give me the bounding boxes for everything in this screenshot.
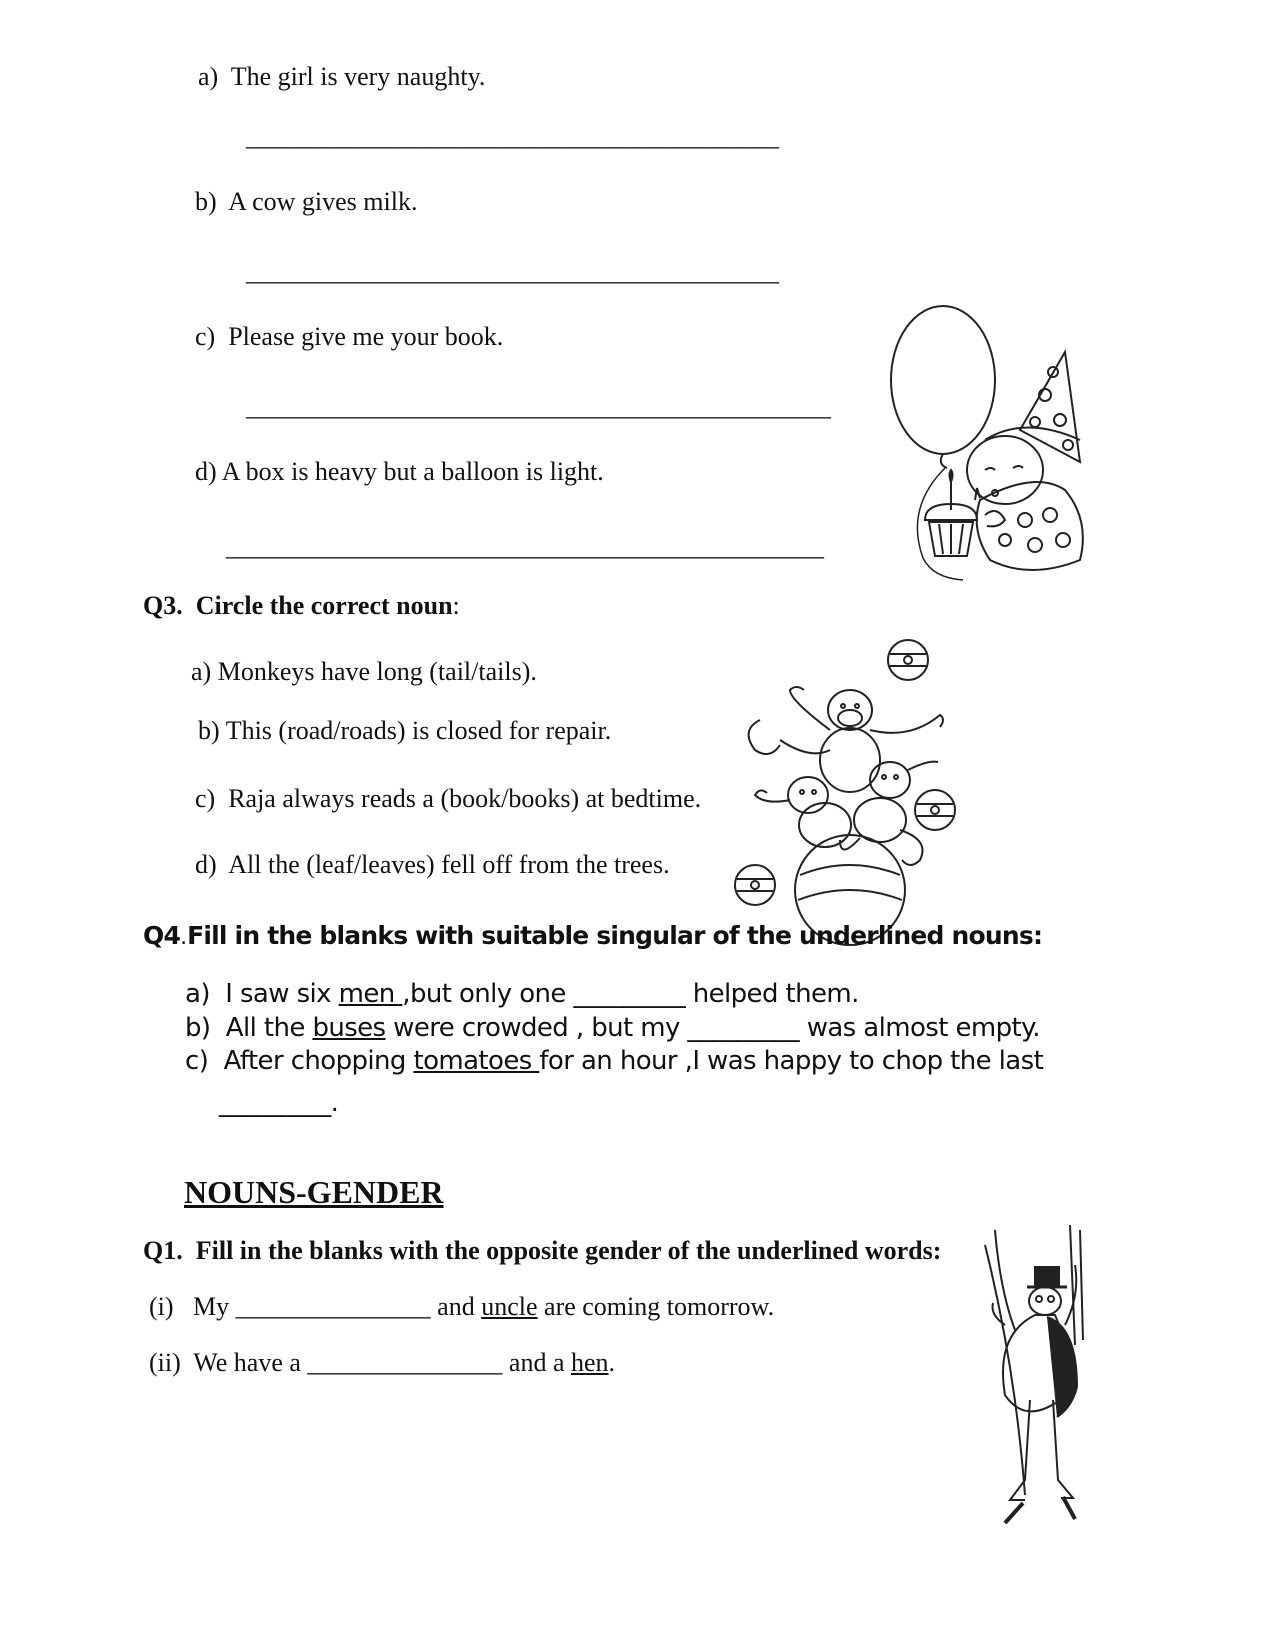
underlined-noun: tomatoes: [413, 1046, 540, 1076]
gender-item-i: [149, 1292, 774, 1322]
q4-item-c: [185, 1046, 1043, 1076]
item-d: [195, 457, 604, 487]
underlined-word: uncle: [481, 1292, 538, 1321]
q3-item-b: [198, 716, 611, 746]
question-dot: .: [180, 925, 188, 950]
item-label: a): [191, 657, 212, 686]
answer-blank: _________________________________________: [246, 257, 779, 286]
item-label: a): [185, 979, 210, 1009]
item-text: A box is heavy but a balloon is light.: [221, 457, 604, 486]
baby-balloon-illustration: [885, 300, 1095, 585]
item-text: Please give me your book.: [228, 322, 504, 351]
monkey-icon: [870, 762, 910, 798]
item-a: [198, 62, 485, 92]
item-text: are coming tomorrow.: [537, 1292, 775, 1321]
item-label: b): [198, 716, 220, 745]
item-text: for an hour ,I was happy to chop the last: [539, 1046, 1044, 1076]
gender-q1-heading: [143, 1236, 941, 1266]
item-c: [195, 322, 503, 352]
ball-icon: [915, 790, 955, 830]
item-label: (i): [149, 1292, 174, 1321]
question-title: Circle the correct noun: [195, 591, 453, 620]
answer-blank: _________________________________________: [246, 122, 779, 151]
balloon-icon: [891, 306, 995, 454]
circus-monkeys-illustration: [730, 630, 965, 950]
gender-item-ii: [149, 1348, 615, 1378]
underlined-noun: men: [338, 979, 403, 1009]
item-text: ,but only one _________ helped them.: [402, 979, 859, 1009]
top-hat-icon: [1035, 1267, 1059, 1287]
item-label: b): [195, 187, 217, 216]
item-label: a): [198, 62, 219, 91]
item-text: I saw six: [225, 979, 339, 1009]
item-label: c): [195, 322, 216, 351]
question-number: Q4: [143, 921, 181, 950]
section-heading: NOUNS-GENDER: [184, 1174, 444, 1210]
item-label: d): [195, 457, 217, 486]
item-text: My _______________ and: [193, 1292, 482, 1321]
question-number: Q3.: [143, 591, 183, 620]
item-text: All the (leaf/leaves) fell off from the trees.: [228, 850, 670, 879]
top-hat-man-illustration: [975, 1225, 1095, 1535]
item-text: All the: [225, 1013, 313, 1043]
q4-item-b: [185, 1013, 1040, 1043]
item-label: c): [185, 1046, 209, 1076]
item-text: Raja always reads a (book/books) at bedtime.: [228, 784, 702, 813]
q3-item-a: [191, 657, 537, 687]
ball-icon: [735, 865, 775, 905]
item-text: .: [608, 1348, 616, 1377]
item-text: were crowded , but my _________ was almost empty.: [385, 1013, 1040, 1043]
item-text: This (road/roads) is closed for repair.: [225, 716, 612, 745]
question-colon: :: [452, 591, 460, 620]
item-text: After chopping: [223, 1046, 414, 1076]
ball-icon: [888, 640, 928, 680]
item-label: (ii): [149, 1348, 181, 1377]
item-label: b): [185, 1013, 211, 1043]
underlined-noun: buses: [312, 1013, 386, 1043]
q4-item-a: [185, 979, 859, 1009]
item-b: [195, 187, 417, 217]
answer-blank: _____________________________________________: [246, 392, 831, 421]
item-label: d): [195, 850, 217, 879]
item-text: The girl is very naughty.: [230, 62, 486, 91]
item-text: Monkeys have long (tail/tails).: [217, 657, 537, 686]
item-label: c): [195, 784, 216, 813]
question-title: Fill in the blanks with the opposite gender of the underlined words:: [195, 1236, 942, 1265]
underlined-word: hen: [571, 1348, 609, 1377]
item-text: A cow gives milk.: [228, 187, 418, 216]
q3-item-c: [195, 784, 701, 814]
question-number: Q1.: [143, 1236, 183, 1265]
q3-heading: [143, 591, 460, 621]
item-text: We have a _______________ and a: [193, 1348, 571, 1377]
question-title: Fill in the blanks with suitable singular of the underlined nouns:: [187, 921, 1043, 950]
q4-item-c-continuation: _________.: [219, 1088, 339, 1118]
q4-heading: [143, 921, 1042, 950]
q3-item-d: [195, 850, 670, 880]
answer-blank: ______________________________________________: [226, 532, 824, 561]
